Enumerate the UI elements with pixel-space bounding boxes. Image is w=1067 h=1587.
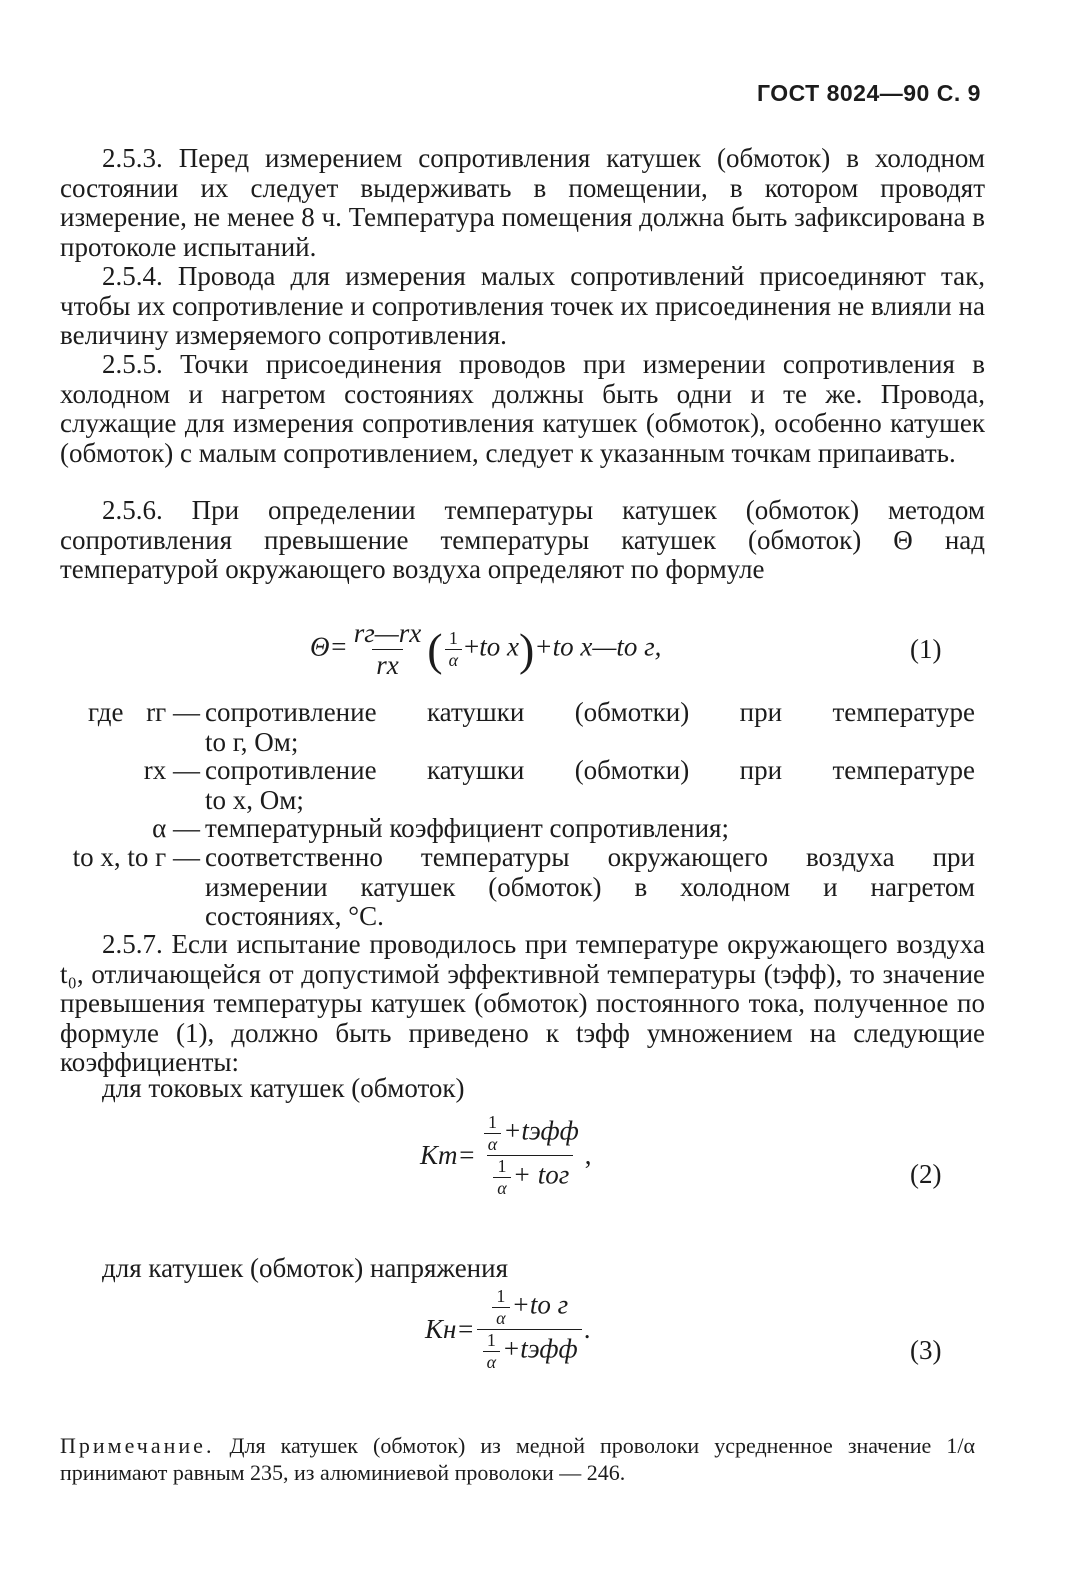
note-label: Примечание. bbox=[60, 1433, 215, 1458]
formula-1-close-paren: ) bbox=[519, 624, 535, 675]
formula-1-t-ox: tо х bbox=[479, 631, 520, 662]
formula-2-number: (2) bbox=[910, 1159, 942, 1189]
formula-3-num-alpha: α bbox=[492, 1307, 509, 1329]
paragraph-2-5-5 bbox=[60, 350, 985, 468]
definition-alpha-desc: температурный коэффициент сопротивления; bbox=[205, 813, 729, 843]
formula-1-denominator: rх bbox=[372, 649, 403, 681]
formula-3-den-one: 1 bbox=[486, 1330, 496, 1350]
formula-1-number: (1) bbox=[910, 634, 942, 664]
formula-1-open-paren: ( bbox=[427, 624, 443, 675]
label-current-coils: для токовых катушек (обмоток) bbox=[102, 1073, 465, 1103]
definition-r-x-desc: сопротивление катушки (обмотки) при температуре bbox=[205, 755, 975, 785]
formula-2-fraction bbox=[478, 1112, 583, 1199]
definition-alpha bbox=[0, 814, 1067, 844]
formula-2-den-tail: + tог bbox=[512, 1159, 570, 1190]
formula-2-num-one: 1 bbox=[487, 1112, 497, 1132]
formula-2-den-inverse-alpha bbox=[493, 1156, 510, 1199]
definition-r-g-term: rг — bbox=[146, 697, 200, 727]
label-voltage-coils: для катушек (обмоток) напряжения bbox=[102, 1253, 509, 1283]
formula-2-lhs: Kт= bbox=[420, 1140, 476, 1170]
formula-2-den-one: 1 bbox=[497, 1156, 507, 1176]
formula-3-num-tail: +tо г bbox=[511, 1289, 569, 1320]
formula-1-inverse-alpha bbox=[445, 628, 462, 671]
formula-1-plus: + bbox=[464, 631, 480, 662]
definition-temperatures-desc: соответственно температуры окружающего воздуха при bbox=[205, 842, 975, 872]
formula-1 bbox=[310, 618, 661, 681]
formula-1-numerator: rг—rх bbox=[353, 618, 422, 648]
formula-1-tail: +tо х—tо г, bbox=[534, 631, 662, 662]
formula-3-number: (3) bbox=[910, 1335, 942, 1365]
formula-3-lhs: Kн= bbox=[425, 1314, 475, 1344]
paragraph-2-5-3 bbox=[60, 144, 985, 262]
paragraph-2-5-5-text: 2.5.5. Точки присоединения проводов при измерении сопротивления в холодном и нагретом состояниях должны быть одни и те же. Провода, служащие для измерения сопротивления катушек (обмоток), особенно катушек (обмоток) с малым сопротивлением, следует к указанным точкам припаивать. bbox=[60, 349, 985, 468]
definition-temperatures-desc-3: состояниях, °С. bbox=[205, 901, 384, 931]
definition-temperatures-desc-2: измерении катушек (обмоток) в холодном и нагретом bbox=[205, 871, 975, 902]
note bbox=[60, 1432, 975, 1486]
definition-r-g-desc: сопротивление катушки (обмотки) при температуре bbox=[205, 697, 975, 727]
formula-3-num-one: 1 bbox=[496, 1286, 506, 1306]
formula-3-end: . bbox=[583, 1314, 591, 1344]
formula-3-den-inverse-alpha bbox=[483, 1330, 500, 1373]
paragraph-2-5-4 bbox=[60, 262, 985, 351]
definition-r-x-term: rх — bbox=[143, 755, 200, 785]
formula-2-denominator bbox=[487, 1155, 573, 1199]
formula-3-denominator bbox=[477, 1329, 582, 1373]
definition-r-x-desc-2: tо х, Ом; bbox=[205, 784, 304, 815]
formula-3-numerator bbox=[486, 1286, 572, 1329]
definition-temperatures bbox=[0, 843, 1067, 933]
formula-3 bbox=[425, 1286, 590, 1373]
formula-3-den-alpha: α bbox=[483, 1351, 500, 1373]
definition-r-g-desc-2: tо г, Ом; bbox=[205, 726, 299, 757]
definition-r-g bbox=[0, 698, 1067, 758]
formula-3-fraction bbox=[477, 1286, 582, 1373]
formula-2-num-tail: +tэфф bbox=[503, 1115, 579, 1146]
note-text: Для катушек (обмоток) из медной проволоки усредненное значение 1/α принимают равным 235, из алюминиевой проволоки — 246. bbox=[60, 1433, 976, 1485]
paragraph-2-5-7-text: 2.5.7. Если испытание проводилось при температуре окружающего воздуха t₀, отличающейся от допустимой эффективной температуры (tэфф), то значение превышения температуры катушек (обмоток) постоянного тока, полученное по формуле (1), должно быть приведено к tэфф умножением на следующие коэффициенты: bbox=[60, 929, 985, 1077]
formula-1-lhs: Θ= bbox=[310, 631, 348, 662]
definition-where: где bbox=[88, 697, 124, 727]
formula-2 bbox=[420, 1112, 592, 1199]
page-header: ГОСТ 8024—90 С. 9 bbox=[757, 80, 981, 106]
definition-alpha-term: α — bbox=[152, 813, 200, 843]
paragraph-2-5-6 bbox=[60, 496, 985, 585]
formula-2-num-inverse-alpha bbox=[484, 1112, 501, 1155]
paragraph-2-5-6-text: 2.5.6. При определении температуры катушек (обмоток) методом сопротивления превышение температуры катушек (обмоток) Θ над температурой окружающего воздуха определяют по формуле bbox=[60, 495, 985, 584]
paragraph-2-5-3-text: 2.5.3. Перед измерением сопротивления катушек (обмоток) в холодном состоянии их следует выдерживать в помещении, в котором проводят измерение, не менее 8 ч. Температура помещения должна быть зафиксирована в протоколе испытаний. bbox=[60, 143, 985, 262]
formula-2-num-alpha: α bbox=[484, 1133, 501, 1155]
definition-temperatures-term: tо х, tо г — bbox=[72, 842, 200, 872]
definition-r-x bbox=[0, 756, 1067, 816]
paragraph-2-5-7 bbox=[60, 930, 985, 1078]
formula-1-alpha: α bbox=[445, 649, 462, 671]
paragraph-2-5-4-text: 2.5.4. Провода для измерения малых сопротивлений присоединяют так, чтобы их сопротивление и сопротивления точек их присоединения не влияли на величину измеряемого сопротивления. bbox=[60, 261, 985, 350]
formula-2-den-alpha: α bbox=[493, 1177, 510, 1199]
formula-1-one: 1 bbox=[448, 628, 458, 648]
formula-3-num-inverse-alpha bbox=[492, 1286, 509, 1329]
formula-3-den-tail: +tэфф bbox=[502, 1333, 578, 1364]
formula-2-numerator bbox=[478, 1112, 583, 1155]
formula-1-fraction bbox=[350, 618, 426, 681]
formula-2-end: , bbox=[584, 1140, 592, 1170]
